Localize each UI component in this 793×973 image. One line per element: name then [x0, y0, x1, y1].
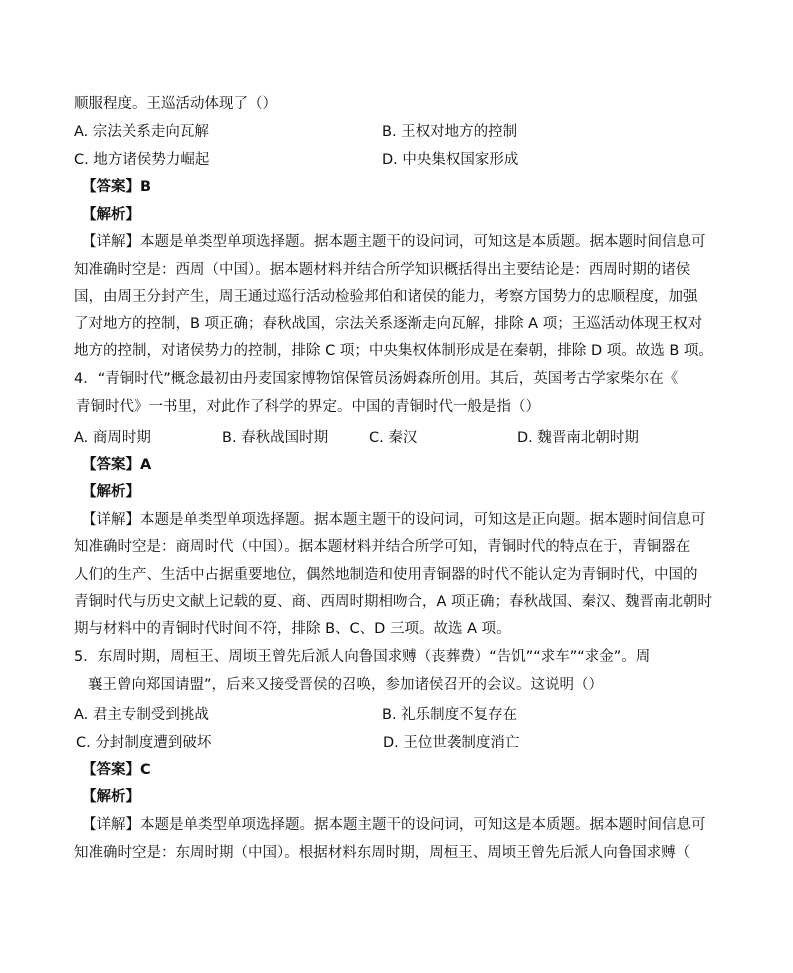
- q4-detail-line: 青铜时代与历史文献上记载的夏、商、西周时期相吻合，A 项正确；春秋战国、秦汉、魏晋南北朝时: [74, 594, 713, 610]
- q3-analysis-label: 【解析】: [82, 207, 140, 223]
- q3-detail-line: 知准确时空是：西周（中国）。据本题材料并结合所学知识概括得出主要结论是：西周时期的诸侯: [74, 262, 691, 278]
- q3-stem: 顺服程度。王巡活动体现了（）: [74, 96, 277, 112]
- q5-option-b: B. 礼乐制度不复存在: [382, 707, 518, 723]
- q5-analysis-label: 【解析】: [82, 789, 140, 805]
- q3-option-c: C. 地方诸侯势力崛起: [74, 152, 210, 168]
- q4-detail-line: 期与材料中的青铜时代时间不符，排除 B、C、D 三项。故选 A 项。: [74, 621, 511, 637]
- q5-stem-line: 襄王曾向郑国请盟”，后来又接受晋侯的召唤，参加诸侯召开的会议。这说明（）: [88, 677, 604, 693]
- q5-detail-line: 知准确时空是：东周时期（中国）。根据材料东周时期，周桓王、周顷王曾先后派人向鲁国求赙（: [74, 845, 691, 861]
- q4-option-b: B. 春秋战国时期: [222, 430, 329, 446]
- q4-detail-line: 【详解】本题是单类型单项选择题。据本题主题干的设问词，可知这是正向题。据本题时间信息可: [82, 512, 706, 528]
- q5-option-a: A. 君主专制受到挑战: [74, 707, 209, 723]
- q4-detail-line: 人们的生产、生活中占据重要地位，偶然地制造和使用青铜器的时代不能认定为青铜时代，中国的: [74, 567, 698, 583]
- q3-detail-line: 国，由周王分封产生，周王通过巡行活动检验邦伯和诸侯的能力，考察方国势力的忠顺程度，加强: [74, 289, 698, 305]
- q4-stem-line: 青铜时代》一书里，对此作了科学的界定。中国的青铜时代一般是指（）: [76, 399, 540, 415]
- q4-answer: 【答案】A: [82, 457, 152, 473]
- q5-stem-line: 5．东周时期，周桓王、周顷王曾先后派人向鲁国求赙（丧葬费）“告饥”“求车”“求金”。周: [74, 649, 651, 665]
- q4-analysis-label: 【解析】: [82, 484, 140, 500]
- q5-detail-line: 【详解】本题是单类型单项选择题。据本题主题干的设问词，可知这是本质题。据本题时间信息可: [82, 817, 706, 833]
- q3-option-b: B. 王权对地方的控制: [382, 124, 518, 140]
- q5-answer: 【答案】C: [82, 762, 151, 778]
- q5-option-d: D. 王位世袭制度消亡: [383, 735, 520, 751]
- q3-answer: 【答案】B: [82, 179, 152, 195]
- q3-option-d: D. 中央集权国家形成: [382, 152, 519, 168]
- q4-option-a: A. 商周时期: [74, 430, 151, 446]
- q3-option-a: A. 宗法关系走向瓦解: [74, 124, 209, 140]
- q4-stem-line: 4．“青铜时代”概念最初由丹麦国家博物馆保管员汤姆森所创用。其后，英国考古学家柴尔在《: [74, 371, 679, 387]
- q3-detail-line: 地方的控制，对诸侯势力的控制，排除 C 项；中央集权体制形成是在秦朝，排除 D 项。故选 B 项。: [74, 343, 713, 359]
- q3-detail-line: 了对地方的控制，B 项正确；春秋战国，宗法关系逐渐走向瓦解，排除 A 项；王巡活动体现王权对: [74, 316, 703, 332]
- q4-option-c: C. 秦汉: [369, 430, 418, 446]
- q4-detail-line: 知准确时空是：商周时代（中国）。据本题材料并结合所学可知，青铜时代的特点在于，青铜器在: [74, 539, 691, 555]
- q5-option-c: C. 分封制度遭到破坏: [76, 735, 212, 751]
- q4-option-d: D. 魏晋南北朝时期: [517, 430, 639, 446]
- q3-detail-line: 【详解】本题是单类型单项选择题。据本题主题干的设问词，可知这是本质题。据本题时间信息可: [82, 234, 706, 250]
